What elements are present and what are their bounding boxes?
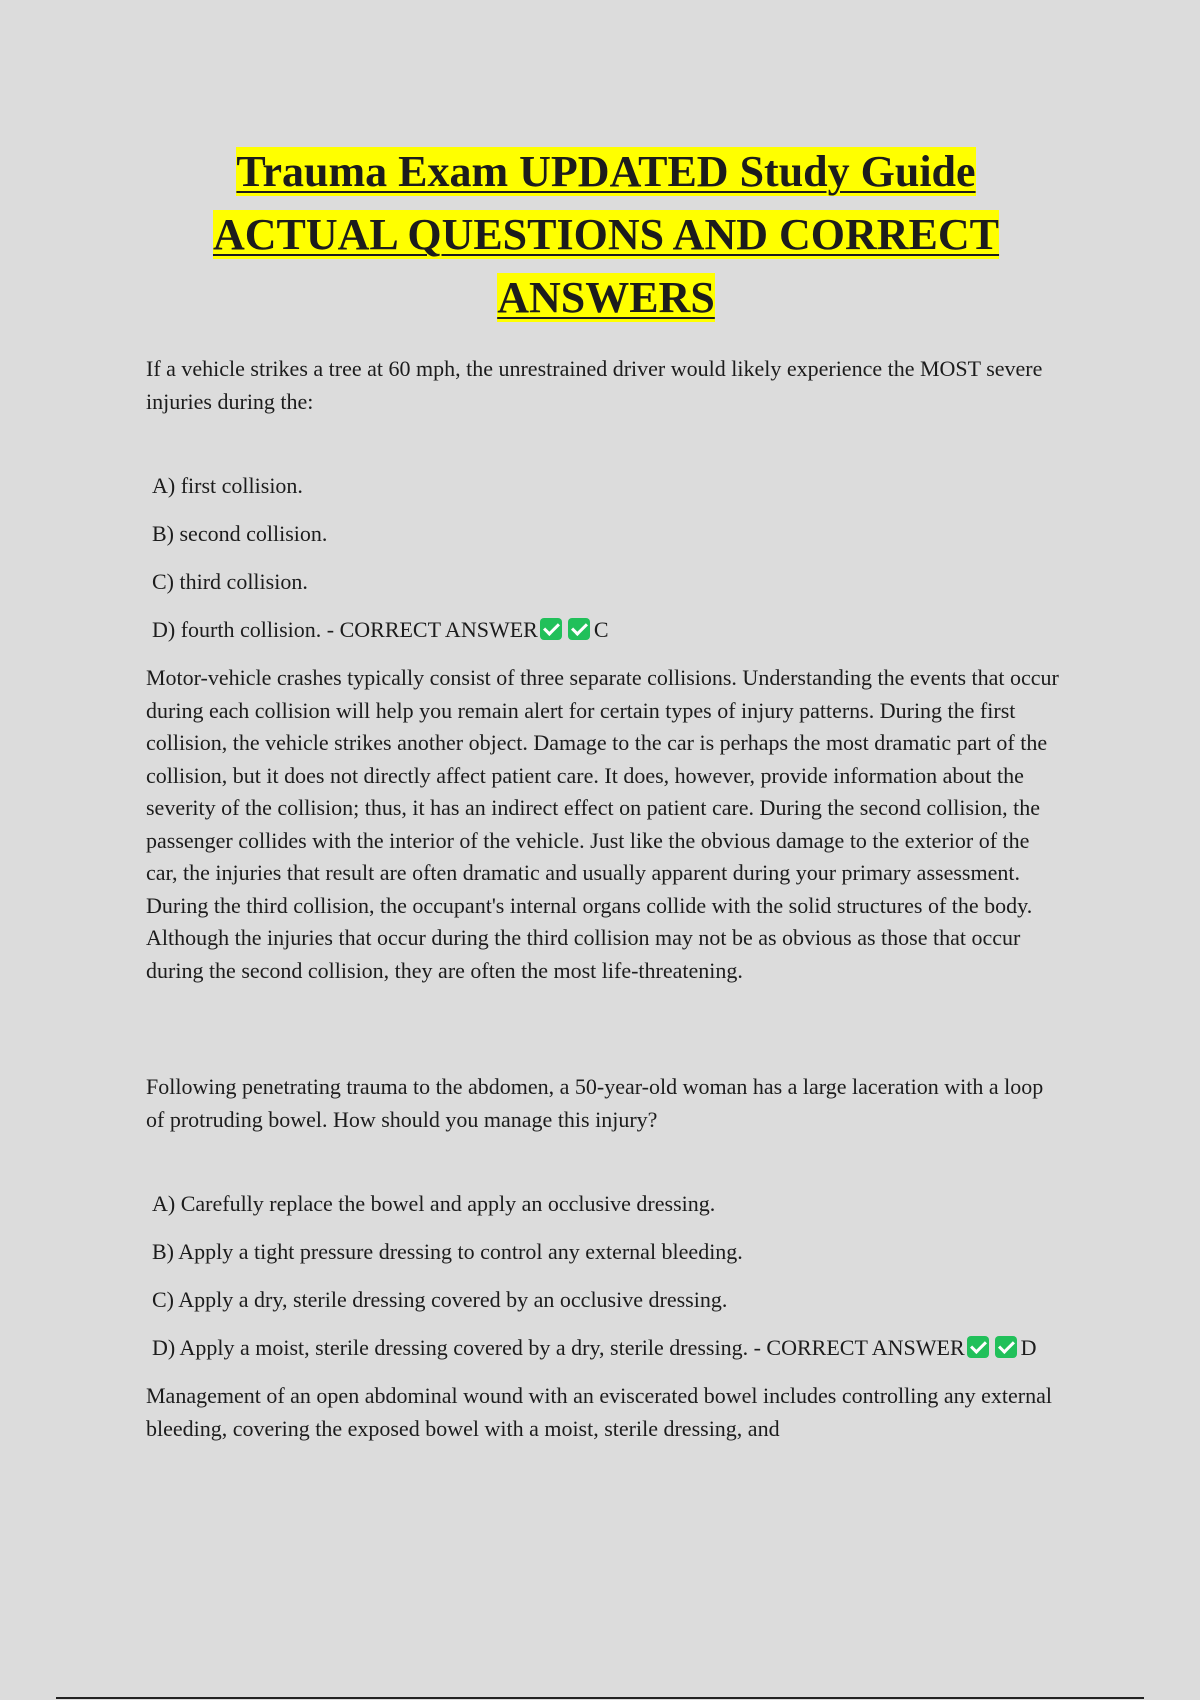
option-d-text: D) fourth collision. - CORRECT ANSWER (152, 617, 538, 642)
option-b: B) Apply a tight pressure dressing to control any external bleeding. (152, 1239, 743, 1264)
question-block-2 (146, 1071, 1066, 1445)
check-mark-icon (967, 1336, 989, 1358)
explanation-text: Management of an open abdominal wound with an eviscerated bowel includes controlling any external bleeding, covering the exposed bowel with a moist, sterile dressing, and (146, 1383, 1052, 1441)
explanation-text: Motor-vehicle crashes typically consist of three separate collisions. Understanding the events that occur during each collision will help you remain alert for certain types of injury patterns. During the first collision, the vehicle strikes another object. Damage to the car is perhaps the most dramatic part of the collision, but it does not directly affect patient care. It does, however, provide information about the severity of the collision; thus, it has an indirect effect on patient care. During the second collision, the passenger collides with the interior of the vehicle. Just like the obvious damage to the exterior of the car, the injuries that result are often dramatic and usually apparent during your primary assessment. During the third collision, the occupant's internal organs collide with the solid structures of the body. Although the injuries that occur during the third collision may not be as obvious as those that occur during the second collision, they are often the most life-threatening. (146, 665, 1059, 983)
option-c: C) third collision. (152, 569, 308, 594)
option-d-correct (146, 1332, 1066, 1364)
check-mark-icon (540, 618, 562, 640)
title-line-2: ACTUAL QUESTIONS AND CORRECT (212, 210, 1000, 259)
option-b: B) second collision. (152, 521, 328, 546)
question-block-1 (146, 353, 1066, 987)
document-title (146, 140, 1066, 329)
option-d-correct (152, 614, 1066, 646)
answer-letter: C (593, 617, 609, 642)
option-a: A) first collision. (152, 473, 303, 498)
title-line-3: ANSWERS (497, 273, 715, 322)
page-bottom-rule (56, 1697, 1144, 1699)
question-text: Following penetrating trauma to the abdomen, a 50-year-old woman has a large laceration with a loop of protruding bowel. How should you manage this injury? (146, 1074, 1044, 1132)
option-d-text: D) Apply a moist, sterile dressing covered by a dry, sterile dressing. - CORRECT ANSWER (152, 1335, 965, 1360)
title-line-1: Trauma Exam UPDATED Study Guide (236, 147, 976, 196)
check-mark-icon (995, 1336, 1017, 1358)
option-a: A) Carefully replace the bowel and apply an occlusive dressing. (152, 1191, 716, 1216)
document-page (146, 140, 1066, 1445)
question-text: If a vehicle strikes a tree at 60 mph, the unrestrained driver would likely experience the MOST severe injuries during the: (146, 356, 1043, 414)
check-mark-icon (568, 618, 590, 640)
answer-letter: D (1020, 1335, 1037, 1360)
option-c: C) Apply a dry, sterile dressing covered by an occlusive dressing. (152, 1287, 728, 1312)
